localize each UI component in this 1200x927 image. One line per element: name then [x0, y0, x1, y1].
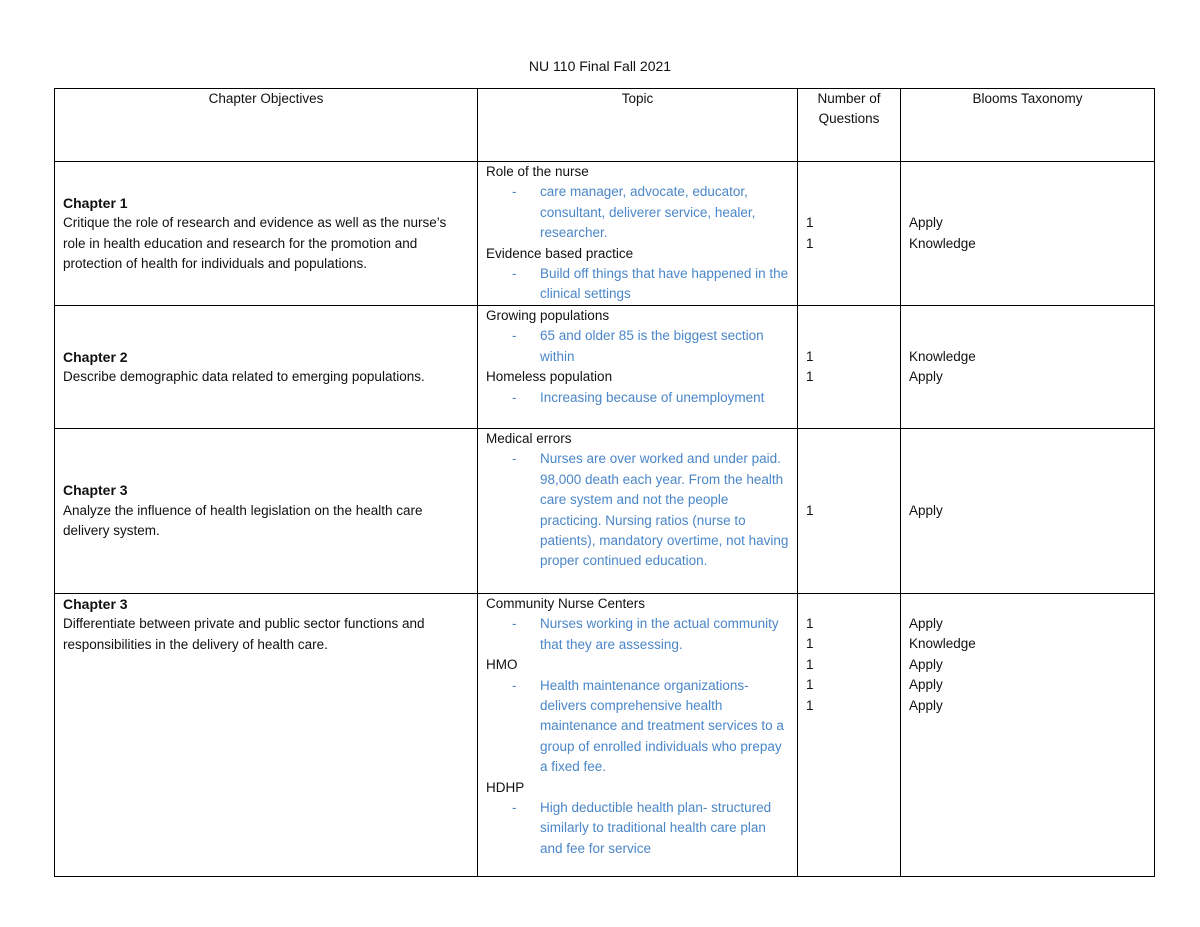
objective-cell	[55, 162, 478, 306]
bullet-dash: -	[512, 616, 517, 632]
table-row	[55, 594, 1155, 877]
document-title: NU 110 Final Fall 2021	[528, 58, 672, 74]
chapter-heading: Chapter 3	[63, 482, 128, 499]
topic-title: Community Nurse Centers	[486, 596, 646, 611]
blooms-level: Apply	[909, 656, 943, 672]
bullet-dash: -	[512, 800, 517, 816]
chapter-heading: Chapter 1	[63, 194, 128, 211]
topic-detail	[486, 326, 789, 367]
table-row	[55, 306, 1155, 429]
objective-cell	[55, 429, 478, 594]
question-count: 1	[806, 502, 814, 518]
blooms-level: Apply	[909, 215, 943, 231]
topic-title: Homeless population	[486, 369, 613, 385]
question-count: 1	[806, 369, 814, 384]
topic-cell	[478, 429, 798, 594]
blooms-level: Knowledge	[909, 636, 976, 652]
chapter-heading: Chapter 2	[63, 348, 128, 365]
blooms-cell	[901, 594, 1155, 877]
topic-title: HMO	[486, 657, 518, 673]
blooms-cell	[901, 306, 1155, 429]
topic-detail-text: Build off things that have happened in the clinical settings	[540, 266, 789, 302]
topic-detail-text: 65 and older 85 is the biggest section within	[540, 328, 764, 364]
table-row	[55, 162, 1155, 306]
header-topic: Topic	[478, 89, 798, 162]
blooms-level: Apply	[909, 616, 943, 631]
blooms-level: Knowledge	[909, 235, 976, 251]
question-count: 1	[806, 656, 814, 672]
header-blooms: Blooms Taxonomy	[901, 89, 1155, 162]
objective-text: Critique the role of research and evidence as well as the nurse’s role in health education and research for the promotion and protection of health for individuals and populations.	[63, 215, 447, 271]
bullet-dash: -	[512, 184, 517, 200]
blooms-level: Knowledge	[909, 348, 976, 364]
topic-detail-text: care manager, advocate, educator, consultant, deliverer service, healer, researcher.	[540, 184, 756, 241]
questions-cell	[798, 306, 901, 429]
bullet-dash: -	[512, 677, 517, 693]
header-questions-line1: Number of	[817, 91, 881, 106]
blooms-cell	[901, 429, 1155, 594]
objective-cell	[55, 306, 478, 429]
topic-detail-text: Health maintenance organizations- delivers comprehensive health maintenance and treatment services to a group of enrolled individuals who prepay a fixed fee.	[540, 677, 784, 775]
objective-text: Describe demographic data related to emerging populations.	[63, 369, 425, 384]
blooms-level: Apply	[909, 502, 943, 518]
topic-detail-text: Nurses working in the actual community that they are assessing.	[540, 616, 779, 652]
topic-title: HDHP	[486, 779, 525, 795]
topic-title: Medical errors	[486, 431, 572, 446]
header-row	[55, 89, 1155, 162]
question-count: 1	[806, 636, 814, 652]
blooms-cell	[901, 162, 1155, 306]
blooms-level: Apply	[909, 677, 943, 693]
bullet-dash: -	[512, 389, 517, 405]
objective-text: Analyze the influence of health legislation on the health care delivery system.	[63, 502, 423, 539]
bullet-dash: -	[512, 328, 517, 344]
questions-cell	[798, 594, 901, 877]
header-questions	[798, 89, 901, 162]
blooms-level: Apply	[909, 697, 943, 713]
objective-text: Differentiate between private and public sector functions and responsibilities in the delivery of health care.	[63, 616, 425, 652]
topic-cell	[478, 306, 798, 429]
topic-detail	[486, 676, 789, 778]
questions-cell	[798, 429, 901, 594]
bullet-dash: -	[512, 266, 517, 282]
topic-title: Role of the nurse	[486, 164, 589, 179]
topic-detail-text: High deductible health plan- structured similarly to traditional health care plan and fee for service	[540, 800, 772, 856]
topic-detail	[486, 614, 789, 655]
question-count: 1	[806, 235, 814, 251]
blooms-level: Apply	[909, 369, 943, 384]
topic-detail-text: Increasing because of unemployment	[540, 389, 765, 405]
question-count: 1	[806, 348, 814, 364]
topic-cell	[478, 594, 798, 877]
topic-detail	[486, 264, 789, 305]
header-questions-line2: Questions	[818, 111, 880, 127]
question-count: 1	[806, 215, 814, 231]
topic-detail	[486, 182, 789, 243]
topic-detail	[486, 798, 789, 859]
chapter-heading: Chapter 3	[63, 596, 128, 612]
header-objectives: Chapter Objectives	[55, 89, 478, 162]
objectives-table	[54, 88, 1155, 877]
table-row	[55, 429, 1155, 594]
bullet-dash: -	[512, 451, 517, 467]
objective-cell	[55, 594, 478, 877]
question-count: 1	[806, 616, 814, 631]
question-count: 1	[806, 697, 814, 713]
topic-detail-text: Nurses are over worked and under paid. 98,000 death each year. From the health care system and not the people practicing. Nursing ratios (nurse to patients), mandatory overtime, not having proper continued education.	[540, 451, 789, 569]
topic-title: Growing populations	[486, 308, 610, 323]
question-count: 1	[806, 677, 814, 693]
topic-detail	[486, 449, 789, 571]
topic-title: Evidence based practice	[486, 245, 634, 261]
topic-detail	[486, 388, 789, 408]
topic-cell	[478, 162, 798, 306]
questions-cell	[798, 162, 901, 306]
